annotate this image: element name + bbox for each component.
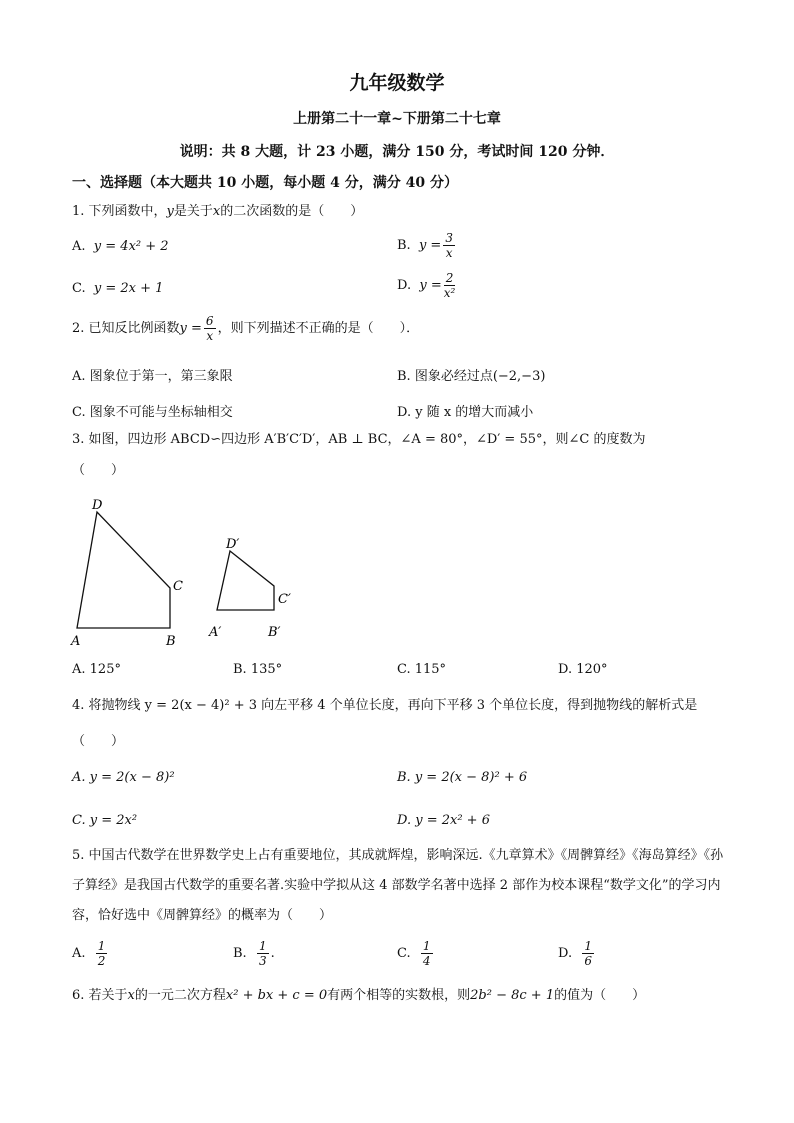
exam-notes: 说明：共 8 大题，计 23 小题，满分 150 分，考试时间 120 分钟． [179,144,615,160]
label-b-prime: B′ [268,625,281,640]
q5-option-d-num: 1 [584,939,592,953]
q4-option-b: B. y = 2(x − 8)² + 6 [397,770,528,785]
q1-option-b-den: x [445,246,453,260]
q1-option-c [72,281,163,296]
label-a: A [71,634,81,649]
q1-var-x: x [212,204,221,219]
q2-option-c: C. 图象不可能与坐标轴相交 [72,405,233,420]
q5-option-c-den: 4 [422,954,431,968]
q5-option-c-fraction [421,939,433,968]
question-2-stem [72,314,419,343]
q1-option-b [397,231,457,260]
q1-option-a [72,239,169,254]
q1-option-c-expr: y = 2x + 1 [93,281,164,296]
quadrilateral-figure [60,490,320,650]
question-3-stem: 3. 如图，四边形 ABCD∽四边形 A′B′C′D′，AB ⊥ BC，∠A = 80°，∠D′ = 55°，则∠C 的度数为 [72,432,646,447]
q2-option-b: B. 图象必经过点(−2,−3) [397,369,546,384]
q1-stem-post: 的二次函数的是（ ） [220,204,364,219]
q5-option-c-letter: C. [397,946,411,961]
label-c: C [173,579,183,594]
q6-expression: 2b² − 8c + 1 [470,988,555,1003]
q4-option-c: C. y = 2x² [72,813,138,828]
q3-option-d: D. 120° [558,662,608,677]
q1-stem-pre: 1. 下列函数中， [72,204,167,219]
question-6-stem [72,987,645,1005]
q5-option-d [558,939,596,968]
section-heading: 一、选择题（本大题共 10 小题，每小题 4 分，满分 40 分） [72,175,458,191]
q6-stem-mid: 的一元二次方程 [134,988,226,1003]
q5-option-a-letter: A. [72,946,86,961]
q1-option-d-num: 2 [445,271,454,285]
q5-option-b-den: 3 [258,954,267,968]
q5-option-b-letter: B. [233,946,247,961]
q1-option-a-expr: y = 4x² + 2 [93,239,169,254]
q2-den: x [206,329,214,343]
q5-option-c [397,939,435,968]
label-d-prime: D′ [226,537,240,552]
q1-option-d-lhs: y = [419,278,442,293]
question-4-stem: 4. 将抛物线 y = 2(x − 4)² + 3 向左平移 4 个单位长度，再向下平移 3 个单位长度，得到抛物线的解析式是 [72,698,698,713]
q1-option-b-lhs: y = [418,238,442,253]
q5-option-b [233,939,275,968]
q1-var-y: y [166,204,174,219]
q5-option-a-den: 2 [97,954,106,968]
q1-option-d-fraction [444,271,456,300]
label-a-prime: A′ [209,625,222,640]
q2-num: 6 [205,314,214,328]
q5-option-c-num: 1 [422,939,431,953]
q3-option-b: B. 135° [233,662,283,677]
q1-option-b-fraction [443,231,455,260]
q6-equation: x² + bx + c = 0 [225,988,328,1003]
q2-fraction [204,314,216,343]
quadrilateral-abcd-prime [217,551,274,610]
q5-option-a-fraction [96,939,108,968]
q1-option-c-letter: C. [72,281,86,296]
q6-var-x: x [127,988,135,1003]
label-c-prime: C′ [278,592,291,607]
q2-option-a: A. 图象位于第一，第三象限 [72,369,233,384]
question-5-stem: 5. 中国古代数学在世界数学史上占有重要地位，其成就辉煌，影响深远.《九章算术》《周髀算经》《海岛算经》《孙子算经》是我国古代数学的重要名著.实验中学拟从这 4 部数学名著中选择 2 部作为校本课程“数学文化”的学习内容，恰好选中《周髀算经》的概率为（ ） [72,848,724,923]
q1-option-b-num: 3 [445,231,453,245]
q6-stem-post: 的值为（ ） [554,988,646,1003]
q2-option-d: D. y 随 x 的增大而减小 [397,405,534,420]
q5-option-b-num: 1 [258,939,267,953]
q3-option-c: C. 115° [397,662,447,677]
q2-stem-post: ，则下列描述不正确的是（ ）． [217,321,420,336]
q5-option-b-tail: . [270,946,275,961]
q5-option-d-letter: D. [558,946,573,961]
q3-option-a: A. 125° [72,662,121,677]
q5-option-b-fraction [257,939,269,968]
question-3-stem-cont: （ ） [72,463,125,478]
q1-option-d [397,271,457,300]
q6-stem-mid2: 有两个相等的实数根，则 [327,988,471,1003]
q6-stem-pre: 6. 若关于 [72,988,128,1003]
label-d: D [92,498,103,513]
q4-option-d: D. y = 2x² + 6 [397,813,490,828]
q2-lhs: y = [179,321,202,336]
q1-option-d-den: x² [443,286,456,300]
exam-title: 九年级数学 [349,72,445,94]
q5-option-d-den: 6 [584,954,592,968]
q1-option-b-letter: B. [397,238,411,253]
q5-option-a [72,939,109,968]
question-1-stem [72,203,363,221]
q1-stem-mid: 是关于 [173,204,213,219]
label-b: B [166,634,176,649]
q5-option-a-num: 1 [97,939,106,953]
q5-option-d-fraction [582,939,594,968]
q1-option-d-letter: D. [397,278,412,293]
exam-subtitle: 上册第二十一章~下册第二十七章 [293,111,501,127]
q1-option-a-letter: A. [72,239,86,254]
question-4-stem-cont: （ ） [72,734,125,749]
quadrilateral-abcd [77,512,170,628]
q2-stem-pre: 2. 已知反比例函数 [72,321,180,336]
q4-option-a: A. y = 2(x − 8)² [72,770,175,785]
